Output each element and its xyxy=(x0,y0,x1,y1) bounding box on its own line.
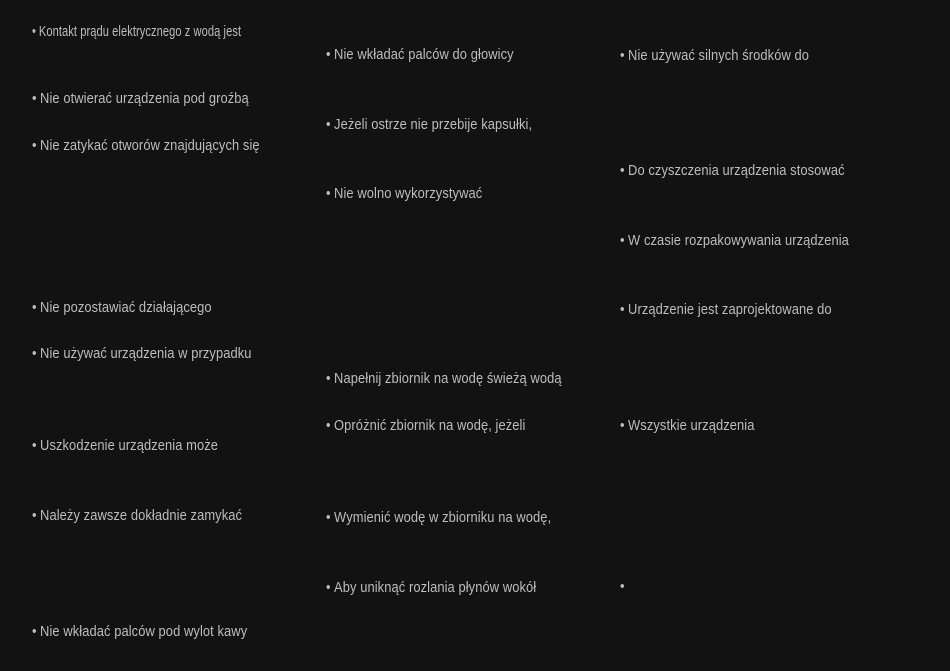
instruction-text: Wszystkie urządzenia xyxy=(628,417,755,434)
instruction-text: Wymienić wodę w zbiorniku na wodę, xyxy=(334,509,552,526)
instruction-text: Napełnij zbiornik na wodę świeżą wodą xyxy=(334,370,562,387)
bullet: • xyxy=(620,47,625,64)
instruction-item xyxy=(32,90,249,108)
instruction-item xyxy=(326,185,482,203)
instruction-text: Nie wkładać palców do głowicy xyxy=(334,46,514,63)
instruction-text: Nie pozostawiać działającego xyxy=(40,299,212,316)
bullet: • xyxy=(326,116,331,133)
instruction-item xyxy=(326,370,562,388)
instruction-text: Kontakt prądu elektrycznego z wodą jest xyxy=(38,23,242,40)
bullet: • xyxy=(326,509,331,526)
instruction-item xyxy=(620,578,628,596)
bullet: • xyxy=(620,232,625,249)
bullet: • xyxy=(32,507,37,524)
bullet: • xyxy=(620,301,625,318)
instruction-text: Nie używać urządzenia w przypadku xyxy=(40,345,252,362)
instruction-text: Nie zatykać otworów znajdujących się xyxy=(40,137,260,154)
instruction-text: Aby uniknąć rozlania płynów wokół xyxy=(334,579,537,596)
instruction-item xyxy=(32,437,218,455)
instruction-item xyxy=(620,162,845,180)
instruction-text: Nie otwierać urządzenia pod groźbą xyxy=(40,90,249,107)
instruction-text: Jeżeli ostrze nie przebije kapsułki, xyxy=(334,116,533,133)
bullet: • xyxy=(620,578,625,595)
instruction-item xyxy=(620,301,832,319)
instruction-item xyxy=(326,46,514,64)
bullet: • xyxy=(32,90,37,107)
bullet: • xyxy=(326,185,331,202)
bullet: • xyxy=(326,579,331,596)
bullet: • xyxy=(32,137,37,154)
instruction-text: Do czyszczenia urządzenia stosować xyxy=(628,162,845,179)
instruction-item xyxy=(326,417,525,435)
instruction-text: Urządzenie jest zaprojektowane do xyxy=(628,301,832,318)
instruction-item xyxy=(620,47,809,65)
bullet: • xyxy=(32,299,37,316)
instruction-text: W czasie rozpakowywania urządzenia xyxy=(628,232,849,249)
bullet: • xyxy=(32,623,37,640)
instruction-item xyxy=(32,623,247,641)
instruction-text: Nie używać silnych środków do xyxy=(628,47,810,64)
instruction-item xyxy=(32,23,241,41)
instruction-item xyxy=(32,507,242,525)
bullet: • xyxy=(326,370,331,387)
instruction-text: Uszkodzenie urządzenia może xyxy=(40,437,219,454)
instruction-item xyxy=(620,232,849,250)
bullet: • xyxy=(326,417,331,434)
bullet: • xyxy=(32,437,37,454)
bullet: • xyxy=(620,417,625,434)
bullet: • xyxy=(326,46,331,63)
instruction-text: Opróżnić zbiornik na wodę, jeżeli xyxy=(334,417,526,434)
instruction-text: Nie wolno wykorzystywać xyxy=(334,185,483,202)
instruction-item xyxy=(32,299,212,317)
bullet: • xyxy=(620,162,625,179)
instruction-text: Należy zawsze dokładnie zamykać xyxy=(40,507,243,524)
instruction-item xyxy=(326,579,536,597)
instruction-item xyxy=(32,137,260,155)
bullet: • xyxy=(32,23,36,40)
instruction-item xyxy=(620,417,755,435)
bullet: • xyxy=(32,345,37,362)
instruction-text: Nie wkładać palców pod wylot kawy xyxy=(40,623,248,640)
instruction-item xyxy=(326,116,532,134)
instruction-item xyxy=(326,509,551,527)
instruction-item xyxy=(32,345,252,363)
